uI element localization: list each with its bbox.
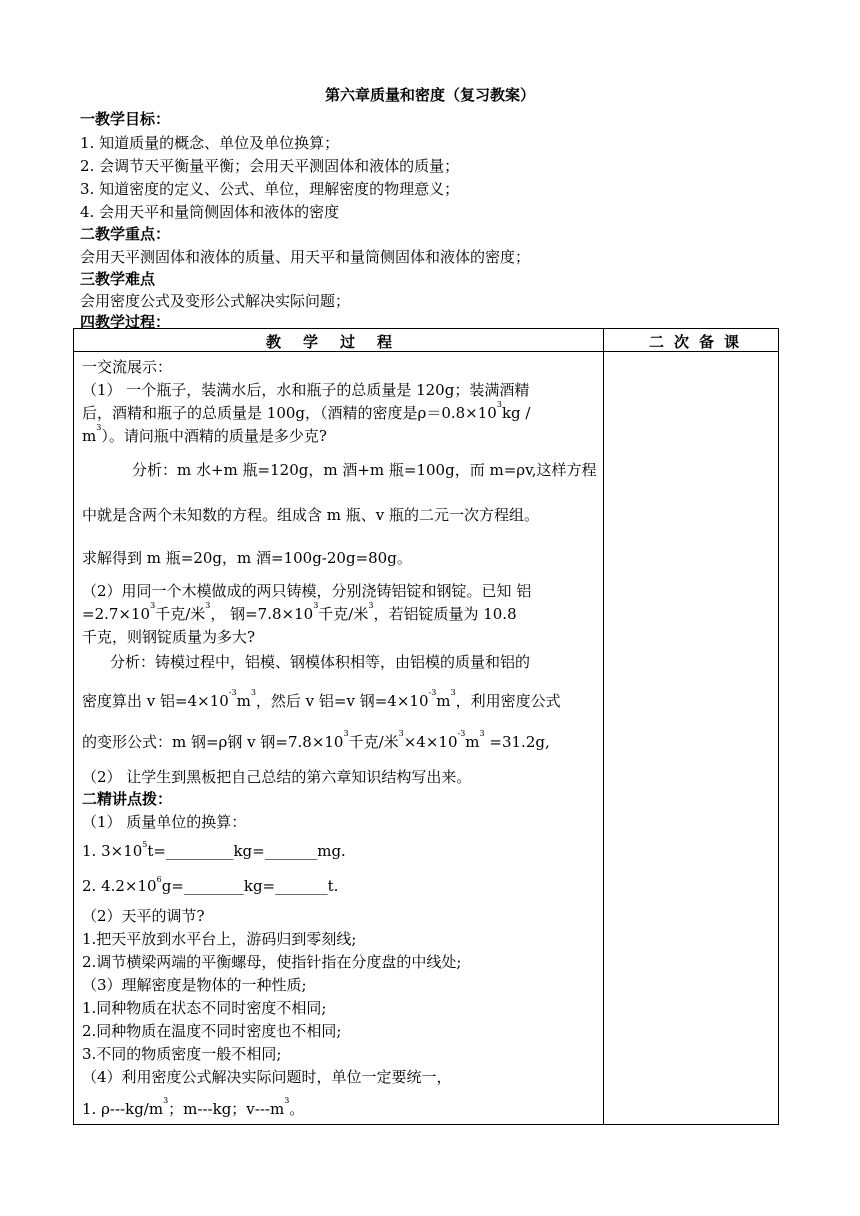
- q2-line3: 千克，则钢锭质量为多大?: [82, 628, 256, 646]
- goal-1: 1. 知道质量的概念、单位及单位换算；: [80, 134, 340, 152]
- p4-item-1: 1. $\rho---kg/m^3$；m---kg；$v---m^3$。: [82, 1096, 305, 1118]
- p1-item-a: 1. $3\times 10^5t=\_\_\_\_\_\_\_\_\_kg=\_\_\_\_\_\_\_mg$.: [82, 840, 346, 860]
- process-table: [73, 328, 779, 1125]
- difficulties-text: 会用密度公式及变形公式解决实际问题；: [80, 292, 351, 310]
- key-points-text: 会用天平测固体和液体的质量、用天平和量筒侧固体和液体的密度；: [80, 248, 531, 266]
- a2-line2: 密度算出 v 铝$=4\times 10^{-3}m^3$，然后 v 铝=v 钢$=4\times 10^{-3}m^3$，利用密度公式: [82, 688, 561, 710]
- column-divider: [603, 329, 604, 1124]
- lecture-heading: 二精讲点拨：: [82, 790, 173, 808]
- p1-item-b: 2. $4.2\times 10^6g=\_\_\_\_\_\_\_\_kg=\_\_\_\_\_\_\_t$.: [82, 875, 339, 895]
- a1-line3: 求解得到 m 瓶=20g，m 酒=100g-20g=80g。: [82, 549, 412, 567]
- p3-heading: （3）理解密度是物体的一种性质;: [82, 976, 307, 994]
- header-second-prep: 二次备课: [649, 333, 750, 351]
- q1-line1: （1） 一个瓶子，装满水后，水和瓶子的总质量是 120g；装满酒精: [82, 381, 530, 399]
- section-process-heading: 四教学过程：: [80, 313, 171, 331]
- section-difficulties-heading: 三教学难点: [80, 270, 156, 288]
- a2-line3: 的变形公式：m 钢=ρ钢 v 钢$=7.8\times 10^3$千克/米$^3\times 4\times 10^{-3}m^3 =31.2g$,: [82, 729, 550, 751]
- page-title: 第六章质量和密度（复习教案）: [324, 86, 535, 104]
- q3-line: （2） 让学生到黑板把自己总结的第六章知识结构写出来。: [82, 768, 472, 786]
- p2-heading: （2）天平的调节?: [82, 907, 205, 925]
- q1-line3: $m^3$）。请问瓶中酒精的质量是多少克?: [82, 423, 327, 445]
- section-key-points-heading: 二教学重点：: [80, 225, 171, 243]
- a1-line1: 分析：m 水+m 瓶=120g，m 酒+m 瓶=100g，而 m=ρv,这样方程: [132, 461, 597, 479]
- p2-item-1: 1.把天平放到水平台上，游码归到零刻线;: [82, 930, 357, 948]
- q2-line1: （2）用同一个木模做成的两只铸模，分别浇铸铝锭和钢锭。已知 铝: [82, 582, 532, 600]
- section-goals-heading: 一教学目标：: [80, 110, 171, 128]
- exchange-heading: 一交流展示：: [82, 358, 173, 376]
- goal-4: 4. 会用天平和量筒侧固体和液体的密度: [80, 203, 340, 221]
- p1-heading: （1） 质量单位的换算：: [82, 813, 247, 831]
- q2-line2: $=2.7\times 10^3$千克/米$^3$， 钢$=7.8\times 10^3$千克/米$^3$，若铝锭质量为 10.8: [82, 601, 517, 623]
- a1-line2: 中就是含两个未知数的方程。组成含 m 瓶、v 瓶的二元一次方程组。: [82, 506, 540, 524]
- goal-2: 2. 会调节天平衡量平衡；会用天平测固体和液体的质量；: [80, 157, 460, 175]
- q1-line2: 后，酒精和瓶子的总质量是 100g，（酒精的密度是$\rho=0.8\times 10^3kg$ /: [82, 400, 531, 422]
- goal-3: 3. 知道密度的定义、公式、单位，理解密度的物理意义；: [80, 180, 460, 198]
- p3-item-1: 1.同种物质在状态不同时密度不相同;: [82, 999, 327, 1017]
- p3-item-3: 3.不同的物质密度一般不相同;: [82, 1045, 282, 1063]
- header-teaching-process: 教学过程: [266, 333, 415, 351]
- p3-item-2: 2.同种物质在温度不同时密度也不相同;: [82, 1022, 342, 1040]
- p4-heading: （4）利用密度公式解决实际问题时，单位一定要统一，: [82, 1068, 452, 1086]
- a2-line1: 分析：铸模过程中，铝模、钢模体积相等，由铝模的质量和铝的: [110, 653, 531, 671]
- p2-item-2: 2.调节横梁两端的平衡螺母，使指针指在分度盘的中线处;: [82, 953, 462, 971]
